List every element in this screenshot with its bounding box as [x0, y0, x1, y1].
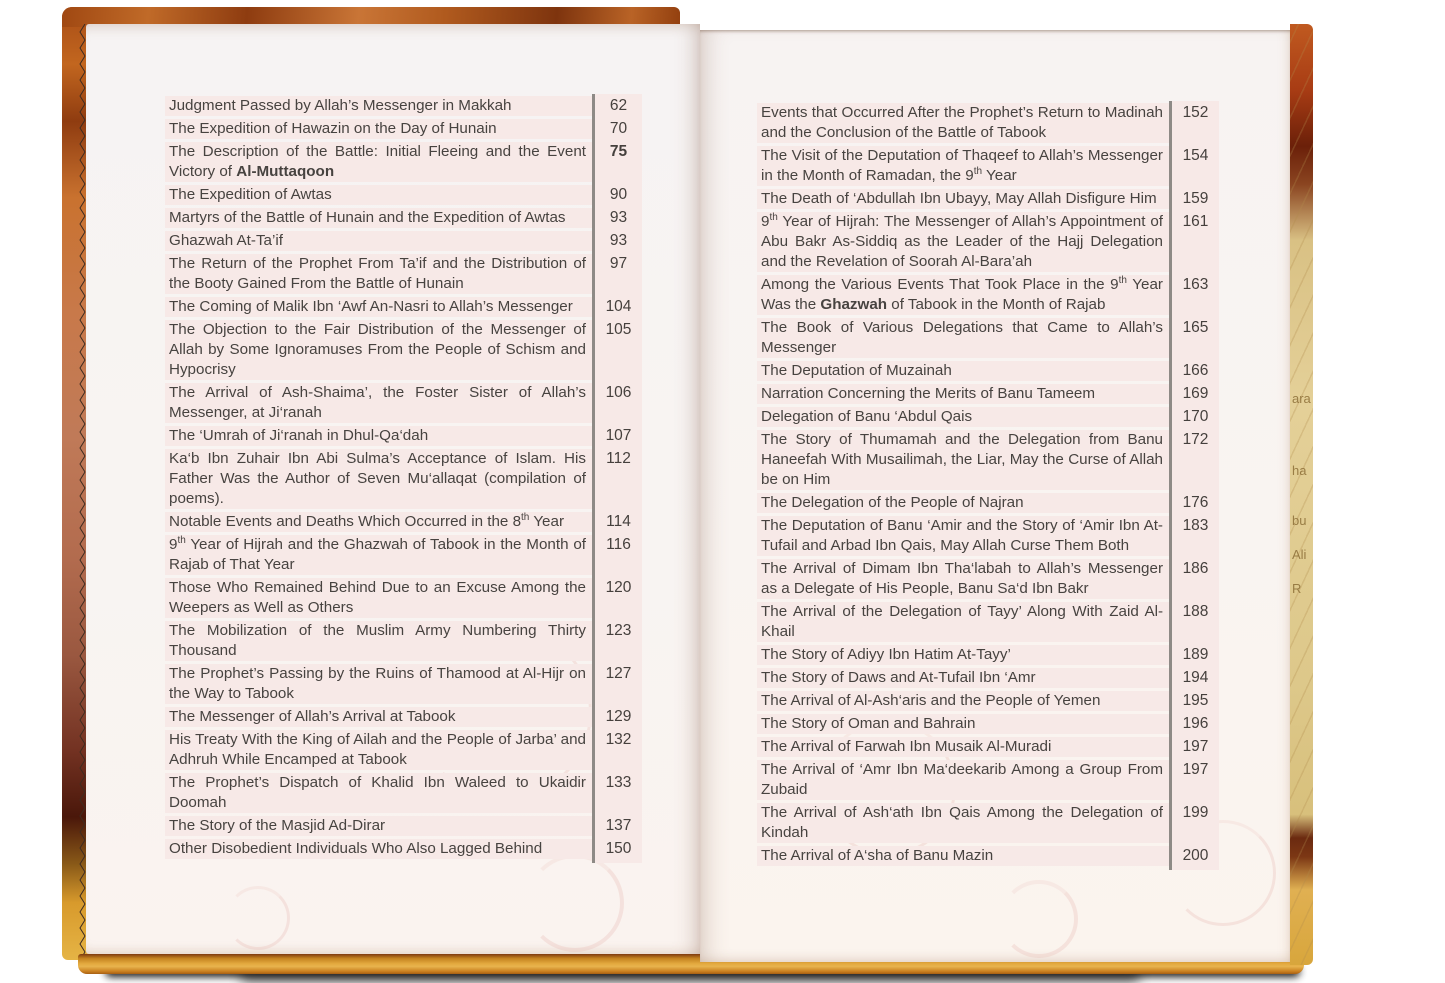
- toc-entry: [165, 383, 642, 423]
- toc-entry: [165, 119, 642, 139]
- toc-entry: [165, 621, 642, 661]
- toc-entry: [757, 493, 1219, 513]
- toc-entry-page: 183: [1182, 517, 1209, 534]
- toc-entry-page: 90: [609, 186, 628, 203]
- toc-entry: [165, 297, 642, 317]
- toc-entry-title: The Prophet’s Dispatch of Khalid Ibn Waleed to Ukaidir Doomah: [165, 773, 592, 813]
- toc-entry: [165, 664, 642, 704]
- toc-entry-page: 197: [1182, 761, 1209, 778]
- toc-entry: [757, 189, 1219, 209]
- fore-edge-mark: Ali: [1292, 547, 1307, 562]
- toc-entry-title: Those Who Remained Behind Due to an Excuse Among the Weepers as Well as Others: [165, 578, 592, 618]
- toc-entry-title: Martyrs of the Battle of Hunain and the Expedition of Awtas: [165, 208, 592, 228]
- toc-entry-page: 176: [1182, 494, 1209, 511]
- toc-entry-title: The Deputation of Muzainah: [757, 361, 1169, 381]
- toc-entry-title: The Arrival of Al-Ash‘aris and the People of Yemen: [757, 691, 1169, 711]
- toc-left: [165, 96, 642, 862]
- toc-entry: [165, 535, 642, 575]
- toc-entry-title: Other Disobedient Individuals Who Also Lagged Behind: [165, 839, 592, 859]
- toc-entry-title: Notable Events and Deaths Which Occurred in the 8th Year: [165, 512, 592, 532]
- toc-entry-page: 196: [1182, 715, 1209, 732]
- toc-entry-page: 200: [1182, 847, 1209, 864]
- toc-entry: [757, 212, 1219, 272]
- toc-entry: [757, 803, 1219, 843]
- toc-entry-page: 161: [1182, 213, 1209, 230]
- toc-entry-page: 150: [605, 840, 632, 857]
- toc-entry-page: 114: [606, 513, 631, 530]
- toc-entry-title: Narration Concerning the Merits of Banu Tameem: [757, 384, 1169, 404]
- page-ornament: [226, 886, 290, 950]
- toc-entry-title: The Story of Adiyy Ibn Hatim At-Tayy’: [757, 645, 1169, 665]
- toc-entry-page: 116: [606, 536, 631, 553]
- toc-entry-title: The Story of Oman and Bahrain: [757, 714, 1169, 734]
- toc-entry: [757, 103, 1219, 143]
- toc-entry-page: 104: [605, 298, 632, 315]
- toc-entry-title: The Arrival of Farwah Ibn Musaik Al-Muradi: [757, 737, 1169, 757]
- toc-entry-page: 127: [605, 665, 632, 682]
- toc-entry: [757, 430, 1219, 490]
- toc-entry-title: 9th Year of Hijrah and the Ghazwah of Tabook in the Month of Rajab of That Year: [165, 535, 592, 575]
- toc-entry-page: 75: [609, 143, 628, 160]
- toc-entry: [757, 146, 1219, 186]
- toc-entry-page: 112: [606, 450, 631, 467]
- toc-entry: [165, 773, 642, 813]
- toc-entry-page: 169: [1182, 385, 1209, 402]
- toc-entry-title: The Objection to the Fair Distribution of the Messenger of Allah by Some Ignoramuses From the People of Schism and Hypocrisy: [165, 320, 592, 380]
- toc-entry: [165, 707, 642, 727]
- toc-entry-page: 120: [605, 579, 632, 596]
- toc-entry-page: 123: [605, 622, 632, 639]
- toc-entry-page: 107: [605, 427, 632, 444]
- toc-entry: [757, 318, 1219, 358]
- toc-entry-page: 93: [609, 232, 628, 249]
- toc-entry-page: 129: [605, 708, 632, 725]
- toc-entry-title: The Visit of the Deputation of Thaqeef to Allah’s Messenger in the Month of Ramadan, the 9th Year: [757, 146, 1169, 186]
- stitch-zigzag: [77, 24, 87, 954]
- toc-entry-page: 170: [1182, 408, 1209, 425]
- toc-entry: [757, 361, 1219, 381]
- toc-entry-page: 154: [1182, 147, 1209, 164]
- toc-entry-page: 152: [1182, 104, 1209, 121]
- toc-entry-title: Ka‘b Ibn Zuhair Ibn Abi Sulma’s Acceptance of Islam. His Father Was the Author of Seven Mu‘allaqat (compilation of poems).: [165, 449, 592, 509]
- toc-entry: [165, 142, 642, 182]
- toc-entry-title: Events that Occurred After the Prophet’s Return to Madinah and the Conclusion of the Battle of Tabook: [757, 103, 1169, 143]
- left-page: [86, 24, 700, 954]
- toc-rows: [757, 103, 1219, 866]
- toc-entry: [165, 231, 642, 251]
- toc-entry: [757, 407, 1219, 427]
- toc-entry: [757, 602, 1219, 642]
- toc-entry-page: 197: [1182, 738, 1209, 755]
- toc-entry-title: The Arrival of the Delegation of Tayy’ Along With Zaid Al-Khail: [757, 602, 1169, 642]
- toc-entry: [165, 730, 642, 770]
- toc-entry-title: The Story of the Masjid Ad-Dirar: [165, 816, 592, 836]
- toc-entry-title: The Arrival of Dimam Ibn Tha‘labah to Allah’s Messenger as a Delegate of His People, Banu Sa‘d Ibn Bakr: [757, 559, 1169, 599]
- toc-entry: [165, 839, 642, 859]
- fore-edge-mark: R: [1292, 581, 1302, 596]
- toc-entry-page: 165: [1182, 319, 1209, 336]
- toc-entry: [165, 512, 642, 532]
- toc-entry-title: The Delegation of the People of Najran: [757, 493, 1169, 513]
- toc-entry-title: The Mobilization of the Muslim Army Numbering Thirty Thousand: [165, 621, 592, 661]
- toc-entry-title: The Description of the Battle: Initial Fleeing and the Event Victory of Al-Muttaqoon: [165, 142, 592, 182]
- toc-entry: [165, 578, 642, 618]
- toc-entry-title: The Coming of Malik Ibn ‘Awf An-Nasri to Allah’s Messenger: [165, 297, 592, 317]
- toc-entry: [165, 96, 642, 116]
- toc-entry-title: The Arrival of Ash-Shaima’, the Foster Sister of Allah’s Messenger, at Ji‘ranah: [165, 383, 592, 423]
- fore-edge-hatch: [1290, 24, 1313, 965]
- toc-entry: [165, 208, 642, 228]
- stitch-seam: [77, 24, 87, 954]
- toc-entry: [757, 691, 1219, 711]
- toc-entry-title: The Story of Daws and At-Tufail Ibn ‘Amr: [757, 668, 1169, 688]
- toc-entry-title: The Deputation of Banu ‘Amir and the Story of ‘Amir Ibn At-Tufail and Arbad Ibn Qais, May Allah Curse Them Both: [757, 516, 1169, 556]
- toc-entry-page: 133: [605, 774, 632, 791]
- toc-entry-title: The Death of ‘Abdullah Ibn Ubayy, May Allah Disfigure Him: [757, 189, 1169, 209]
- toc-entry-page: 97: [609, 255, 628, 272]
- toc-entry-title: Ghazwah At-Ta’if: [165, 231, 592, 251]
- toc-entry: [165, 426, 642, 446]
- toc-entry-title: The Return of the Prophet From Ta’if and the Distribution of the Booty Gained From the Battle of Hunain: [165, 254, 592, 294]
- toc-entry-page: 106: [605, 384, 632, 401]
- page-ornament: [526, 854, 624, 952]
- toc-entry: [165, 449, 642, 509]
- page-ornament: [1000, 880, 1078, 958]
- toc-right: [757, 103, 1219, 869]
- toc-entry-page: 105: [605, 321, 632, 338]
- toc-entry-title: The Arrival of Ash‘ath Ibn Qais Among the Delegation of Kindah: [757, 803, 1169, 843]
- toc-entry: [757, 760, 1219, 800]
- toc-entry: [757, 846, 1219, 866]
- toc-entry-title: The Expedition of Hawazin on the Day of Hunain: [165, 119, 592, 139]
- toc-entry-title: The Arrival of ‘Amr Ibn Ma‘deekarib Among a Group From Zubaid: [757, 760, 1169, 800]
- toc-entry-page: 194: [1182, 669, 1209, 686]
- toc-entry-page: 195: [1182, 692, 1209, 709]
- toc-entry-page: 93: [609, 209, 628, 226]
- toc-entry: [757, 559, 1219, 599]
- toc-entry-title: The Story of Thumamah and the Delegation from Banu Haneefah With Musailimah, the Liar, May the Curse of Allah be on Him: [757, 430, 1169, 490]
- toc-entry-title: The Expedition of Awtas: [165, 185, 592, 205]
- toc-entry-page: 70: [609, 120, 628, 137]
- toc-entry-title: The Book of Various Delegations that Came to Allah’s Messenger: [757, 318, 1169, 358]
- toc-entry: [757, 516, 1219, 556]
- toc-entry-page: 172: [1182, 431, 1209, 448]
- toc-entry-page: 189: [1182, 646, 1209, 663]
- toc-entry-title: The Messenger of Allah’s Arrival at Tabook: [165, 707, 592, 727]
- toc-entry: [165, 254, 642, 294]
- toc-entry-title: Among the Various Events That Took Place in the 9th Year Was the Ghazwah of Tabook in the Month of Rajab: [757, 275, 1169, 315]
- toc-entry: [757, 275, 1219, 315]
- toc-entry-title: The Arrival of A‘sha of Banu Mazin: [757, 846, 1169, 866]
- toc-entry: [757, 645, 1219, 665]
- fore-edge-mark: ara: [1292, 391, 1311, 406]
- toc-entry: [165, 816, 642, 836]
- toc-entry-title: Delegation of Banu ‘Abdul Qais: [757, 407, 1169, 427]
- toc-entry-title: The Prophet’s Passing by the Ruins of Thamood at Al-Hijr on the Way to Tabook: [165, 664, 592, 704]
- toc-entry-page: 132: [605, 731, 632, 748]
- fore-edge-mark: bu: [1292, 513, 1307, 528]
- toc-entry: [757, 668, 1219, 688]
- toc-entry-page: 199: [1182, 804, 1209, 821]
- toc-entry-title: The ‘Umrah of Ji‘ranah in Dhul-Qa‘dah: [165, 426, 592, 446]
- toc-entry-title: Judgment Passed by Allah’s Messenger in Makkah: [165, 96, 592, 116]
- toc-entry-page: 166: [1182, 362, 1209, 379]
- toc-entry-page: 163: [1182, 276, 1209, 293]
- toc-entry-page: 188: [1182, 603, 1209, 620]
- fore-edge-mark: ha: [1292, 463, 1307, 478]
- toc-entry-page: 137: [605, 817, 632, 834]
- toc-entry-page: 159: [1182, 190, 1209, 207]
- toc-entry: [757, 714, 1219, 734]
- toc-entry-page: 186: [1182, 560, 1209, 577]
- toc-rows: [165, 96, 642, 859]
- toc-entry-title: His Treaty With the King of Ailah and the People of Jarba’ and Adhruh While Encamped at Tabook: [165, 730, 592, 770]
- toc-entry: [165, 320, 642, 380]
- toc-entry: [165, 185, 642, 205]
- toc-entry-title: 9th Year of Hijrah: The Messenger of Allah’s Appointment of Abu Bakr As-Siddiq as the Leader of the Hajj Delegation and the Revelation of Soorah Al-Bara’ah: [757, 212, 1169, 272]
- toc-entry: [757, 384, 1219, 404]
- right-page: [700, 30, 1290, 962]
- toc-entry: [757, 737, 1219, 757]
- toc-entry-page: 62: [609, 97, 628, 114]
- book-fore-edge: [1290, 24, 1313, 965]
